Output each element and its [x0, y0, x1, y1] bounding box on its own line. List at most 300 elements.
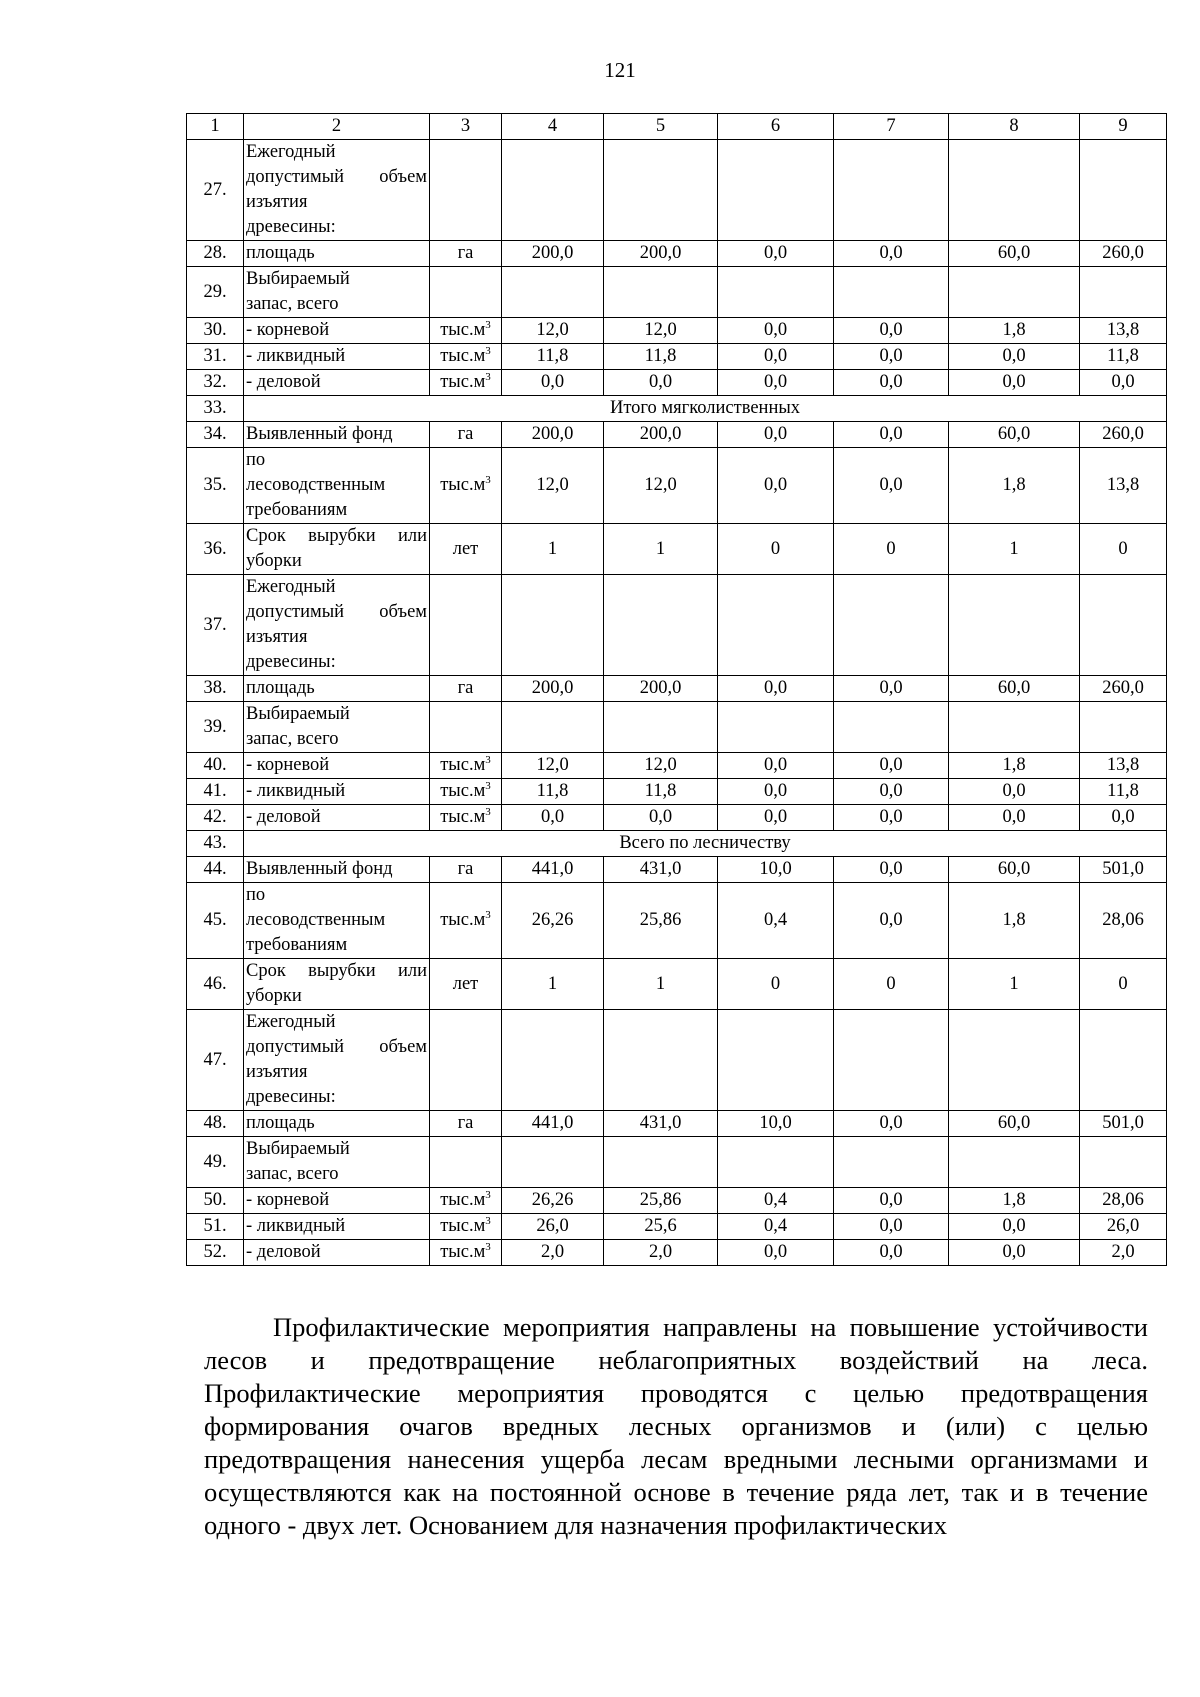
row-label [244, 779, 430, 805]
table-row [187, 959, 1167, 1010]
row-number: 50. [187, 1188, 244, 1214]
unit-cell [430, 575, 502, 676]
value-cell: 0 [834, 959, 949, 1010]
value-cell: 11,8 [1080, 779, 1167, 805]
row-label-line: лесоводственным [246, 910, 386, 930]
value-cell: 0,0 [949, 1214, 1080, 1240]
row-number: 51. [187, 1214, 244, 1240]
value-cell: 200,0 [502, 676, 604, 702]
row-label-line: Выбираемый [246, 1139, 350, 1159]
unit-superscript: 3 [485, 371, 491, 383]
value-cell: 200,0 [604, 241, 718, 267]
value-cell: 1 [604, 959, 718, 1010]
value-cell: 0,0 [834, 753, 949, 779]
row-label-line: Срок вырубки или [246, 961, 427, 981]
row-label [244, 318, 430, 344]
table-row [187, 831, 1167, 857]
value-cell: 11,8 [502, 344, 604, 370]
section-heading: Итого мягколиственных [244, 396, 1167, 422]
row-label [244, 370, 430, 396]
row-label-line: допустимый объем [246, 602, 427, 622]
value-cell: 0,0 [834, 422, 949, 448]
row-label [244, 676, 430, 702]
value-cell: 0,0 [834, 370, 949, 396]
value-cell: 1,8 [949, 448, 1080, 524]
value-cell: 260,0 [1080, 676, 1167, 702]
row-label [244, 1111, 430, 1137]
value-cell: 26,0 [1080, 1214, 1167, 1240]
row-number: 39. [187, 702, 244, 753]
row-label-line: запас, всего [246, 1164, 339, 1184]
value-cell: 0,0 [718, 805, 834, 831]
value-cell [834, 140, 949, 241]
row-number: 28. [187, 241, 244, 267]
table-header-row [187, 114, 1167, 140]
row-label-line: уборки [246, 551, 302, 571]
row-label-line: - деловой [246, 1242, 321, 1262]
section-heading: Всего по лесничеству [244, 831, 1167, 857]
value-cell [1080, 1010, 1167, 1111]
table-row [187, 396, 1167, 422]
value-cell: 260,0 [1080, 241, 1167, 267]
row-number: 40. [187, 753, 244, 779]
row-label-line: древесины: [246, 217, 336, 237]
value-cell: 12,0 [604, 753, 718, 779]
value-cell [604, 1137, 718, 1188]
value-cell: 0,4 [718, 883, 834, 959]
row-label-line: - деловой [246, 807, 321, 827]
table-row [187, 1137, 1167, 1188]
row-label [244, 241, 430, 267]
row-number: 44. [187, 857, 244, 883]
value-cell: 1 [604, 524, 718, 575]
value-cell: 1 [502, 524, 604, 575]
value-cell: 0,0 [718, 318, 834, 344]
row-label [244, 1188, 430, 1214]
unit-text: тыс.м [440, 755, 486, 775]
value-cell: 1,8 [949, 883, 1080, 959]
value-cell: 2,0 [502, 1240, 604, 1266]
unit-cell [430, 1111, 502, 1137]
row-number: 33. [187, 396, 244, 422]
row-label [244, 883, 430, 959]
value-cell: 0,0 [502, 370, 604, 396]
header-cell: 9 [1080, 114, 1167, 140]
unit-text: га [457, 424, 474, 444]
row-label-line: - ликвидный [246, 346, 346, 366]
row-number: 35. [187, 448, 244, 524]
value-cell: 0,0 [718, 448, 834, 524]
table-row [187, 422, 1167, 448]
unit-cell [430, 959, 502, 1010]
value-cell: 0,0 [718, 422, 834, 448]
unit-text: тыс.м [440, 475, 486, 495]
value-cell: 0,0 [834, 344, 949, 370]
table-row [187, 883, 1167, 959]
value-cell [949, 267, 1080, 318]
header-cell: 1 [187, 114, 244, 140]
value-cell: 0,0 [718, 676, 834, 702]
value-cell [834, 575, 949, 676]
value-cell: 0 [834, 524, 949, 575]
header-cell: 2 [244, 114, 430, 140]
unit-superscript: 3 [485, 806, 491, 818]
value-cell: 0 [718, 959, 834, 1010]
row-label [244, 575, 430, 676]
value-cell: 26,26 [502, 883, 604, 959]
unit-cell [430, 702, 502, 753]
row-number: 36. [187, 524, 244, 575]
value-cell [949, 702, 1080, 753]
value-cell: 0,0 [604, 370, 718, 396]
row-label-line: лесоводственным [246, 475, 386, 495]
header-cell: 4 [502, 114, 604, 140]
value-cell: 28,06 [1080, 883, 1167, 959]
row-number: 29. [187, 267, 244, 318]
row-label [244, 959, 430, 1010]
value-cell [718, 140, 834, 241]
unit-text: га [457, 859, 474, 879]
row-label [244, 805, 430, 831]
row-label-line: по [246, 450, 266, 470]
unit-superscript: 3 [485, 780, 491, 792]
value-cell [604, 140, 718, 241]
value-cell: 0,0 [834, 241, 949, 267]
value-cell [834, 267, 949, 318]
value-cell [718, 1010, 834, 1111]
unit-text: тыс.м [440, 1216, 486, 1236]
row-number: 52. [187, 1240, 244, 1266]
value-cell [604, 267, 718, 318]
row-label-line: Выявленный фонд [246, 859, 393, 879]
unit-text: тыс.м [440, 1190, 486, 1210]
value-cell: 11,8 [604, 344, 718, 370]
table-row [187, 1240, 1167, 1266]
value-cell: 0,0 [834, 1240, 949, 1266]
table-row [187, 805, 1167, 831]
value-cell: 25,86 [604, 1188, 718, 1214]
row-number: 42. [187, 805, 244, 831]
value-cell [949, 1010, 1080, 1111]
value-cell: 501,0 [1080, 857, 1167, 883]
row-label-line: - ликвидный [246, 1216, 346, 1236]
unit-cell [430, 883, 502, 959]
value-cell: 0,0 [718, 344, 834, 370]
value-cell [502, 702, 604, 753]
value-cell [502, 140, 604, 241]
value-cell: 0,0 [949, 805, 1080, 831]
unit-cell [430, 1010, 502, 1111]
unit-cell [430, 1214, 502, 1240]
row-label-line: древесины: [246, 1087, 336, 1107]
table-row [187, 318, 1167, 344]
value-cell [718, 1137, 834, 1188]
row-label-line: Срок вырубки или [246, 526, 427, 546]
table-row [187, 779, 1167, 805]
value-cell: 0,0 [834, 805, 949, 831]
value-cell: 0,0 [1080, 805, 1167, 831]
value-cell [834, 1010, 949, 1111]
unit-cell [430, 1188, 502, 1214]
value-cell [502, 1010, 604, 1111]
row-label-line: Выбираемый [246, 269, 350, 289]
row-number: 27. [187, 140, 244, 241]
row-label-line: требованиям [246, 500, 348, 520]
table-row [187, 1214, 1167, 1240]
table-row [187, 267, 1167, 318]
header-cell: 5 [604, 114, 718, 140]
value-cell [502, 267, 604, 318]
table-row [187, 676, 1167, 702]
row-label [244, 1137, 430, 1188]
value-cell [1080, 702, 1167, 753]
row-label [244, 344, 430, 370]
value-cell [502, 1137, 604, 1188]
value-cell: 25,86 [604, 883, 718, 959]
row-label-line: Выбираемый [246, 704, 350, 724]
value-cell: 26,0 [502, 1214, 604, 1240]
value-cell [834, 1137, 949, 1188]
value-cell: 1 [949, 959, 1080, 1010]
value-cell: 0,0 [834, 676, 949, 702]
value-cell: 0,0 [949, 370, 1080, 396]
row-label-line: площадь [246, 1113, 315, 1133]
row-number: 48. [187, 1111, 244, 1137]
header-cell: 7 [834, 114, 949, 140]
value-cell: 60,0 [949, 241, 1080, 267]
unit-cell [430, 753, 502, 779]
value-cell [949, 140, 1080, 241]
unit-superscript: 3 [485, 754, 491, 766]
body-paragraph [204, 1311, 1148, 1542]
row-label [244, 1010, 430, 1111]
unit-superscript: 3 [485, 345, 491, 357]
value-cell [949, 1137, 1080, 1188]
unit-cell [430, 1137, 502, 1188]
row-label [244, 448, 430, 524]
row-label-line: требованиям [246, 935, 348, 955]
unit-cell [430, 676, 502, 702]
value-cell: 431,0 [604, 857, 718, 883]
value-cell: 13,8 [1080, 448, 1167, 524]
value-cell: 1 [502, 959, 604, 1010]
unit-text: лет [452, 973, 479, 994]
header-cell: 6 [718, 114, 834, 140]
table-row [187, 370, 1167, 396]
row-number: 34. [187, 422, 244, 448]
unit-superscript: 3 [485, 1241, 491, 1253]
value-cell: 12,0 [502, 753, 604, 779]
row-label [244, 1214, 430, 1240]
value-cell: 28,06 [1080, 1188, 1167, 1214]
row-label [244, 753, 430, 779]
row-label-line: - корневой [246, 1190, 330, 1210]
unit-cell [430, 805, 502, 831]
paragraph-text: Профилактические мероприятия направлены на повышение устойчивости лесов и предотвращение неблагоприятных воздействий на леса. Профилактические мероприятия проводятся с целью предотвращения формирования очагов вредных лесных организмов и (или) с целью предотвращения нанесения ущерба лесам вредными лесными организмами и осуществляются как на постоянной основе в течение ряда лет, так и в течение одного - двух лет. Основанием для назначения профилактических [204, 1312, 1148, 1540]
unit-cell [430, 140, 502, 241]
unit-text: тыс.м [440, 320, 486, 340]
row-label-line: уборки [246, 986, 302, 1006]
value-cell: 1,8 [949, 318, 1080, 344]
row-label-line: Выявленный фонд [246, 424, 393, 444]
value-cell: 431,0 [604, 1111, 718, 1137]
value-cell: 12,0 [604, 318, 718, 344]
row-number: 49. [187, 1137, 244, 1188]
unit-cell [430, 318, 502, 344]
page-number: 121 [604, 58, 636, 82]
row-label [244, 524, 430, 575]
table-row [187, 448, 1167, 524]
value-cell: 0,0 [949, 779, 1080, 805]
row-number: 47. [187, 1010, 244, 1111]
value-cell: 0 [1080, 524, 1167, 575]
value-cell: 0,0 [834, 1111, 949, 1137]
value-cell [718, 267, 834, 318]
value-cell: 60,0 [949, 422, 1080, 448]
value-cell [1080, 575, 1167, 676]
value-cell: 260,0 [1080, 422, 1167, 448]
value-cell: 200,0 [502, 422, 604, 448]
unit-cell [430, 344, 502, 370]
table-row [187, 702, 1167, 753]
value-cell: 0,0 [834, 779, 949, 805]
table-row [187, 857, 1167, 883]
value-cell [1080, 1137, 1167, 1188]
table-row [187, 524, 1167, 575]
value-cell: 441,0 [502, 857, 604, 883]
row-label-line: Ежегодный [246, 577, 336, 597]
value-cell: 0,4 [718, 1214, 834, 1240]
table-row [187, 1010, 1167, 1111]
row-label [244, 422, 430, 448]
row-number: 41. [187, 779, 244, 805]
row-label-line: изъятия [246, 627, 308, 647]
unit-cell [430, 857, 502, 883]
value-cell: 0,0 [834, 883, 949, 959]
unit-superscript: 3 [485, 474, 491, 486]
unit-superscript: 3 [485, 319, 491, 331]
row-label-line: Ежегодный [246, 142, 336, 162]
unit-text: лет [452, 538, 479, 559]
table-row [187, 344, 1167, 370]
value-cell: 1,8 [949, 1188, 1080, 1214]
value-cell: 0,0 [834, 448, 949, 524]
value-cell: 0,0 [604, 805, 718, 831]
row-label [244, 702, 430, 753]
unit-cell [430, 448, 502, 524]
table-row [187, 575, 1167, 676]
row-label-line: по [246, 885, 266, 905]
value-cell: 10,0 [718, 1111, 834, 1137]
unit-cell [430, 524, 502, 575]
value-cell: 0,0 [834, 1214, 949, 1240]
unit-cell [430, 241, 502, 267]
value-cell: 12,0 [604, 448, 718, 524]
value-cell [949, 575, 1080, 676]
unit-text: га [457, 243, 474, 263]
value-cell [718, 575, 834, 676]
value-cell: 10,0 [718, 857, 834, 883]
row-number: 38. [187, 676, 244, 702]
value-cell: 0,0 [718, 1240, 834, 1266]
row-label-line: изъятия [246, 192, 308, 212]
value-cell: 0,0 [718, 753, 834, 779]
unit-cell [430, 422, 502, 448]
row-label [244, 857, 430, 883]
value-cell: 26,26 [502, 1188, 604, 1214]
value-cell: 501,0 [1080, 1111, 1167, 1137]
value-cell: 1 [949, 524, 1080, 575]
row-number: 32. [187, 370, 244, 396]
unit-superscript: 3 [485, 909, 491, 921]
row-label [244, 267, 430, 318]
value-cell: 0,0 [834, 1188, 949, 1214]
value-cell: 0,0 [834, 318, 949, 344]
unit-cell [430, 267, 502, 318]
value-cell: 2,0 [1080, 1240, 1167, 1266]
value-cell: 200,0 [604, 422, 718, 448]
value-cell [502, 575, 604, 676]
row-label [244, 1240, 430, 1266]
value-cell: 0 [1080, 959, 1167, 1010]
value-cell [1080, 267, 1167, 318]
row-number: 37. [187, 575, 244, 676]
value-cell: 1,8 [949, 753, 1080, 779]
value-cell [834, 702, 949, 753]
header-cell: 3 [430, 114, 502, 140]
table-row [187, 1111, 1167, 1137]
table-row [187, 241, 1167, 267]
value-cell: 12,0 [502, 448, 604, 524]
value-cell: 11,8 [502, 779, 604, 805]
row-label-line: - корневой [246, 320, 330, 340]
unit-text: га [457, 678, 474, 698]
row-label-line: допустимый объем [246, 167, 427, 187]
value-cell: 25,6 [604, 1214, 718, 1240]
value-cell: 0,4 [718, 1188, 834, 1214]
row-label-line: - деловой [246, 372, 321, 392]
header-cell: 8 [949, 114, 1080, 140]
value-cell: 11,8 [604, 779, 718, 805]
unit-text: тыс.м [440, 1242, 486, 1262]
row-label-line: древесины: [246, 652, 336, 672]
data-table [186, 113, 1167, 1266]
unit-text: тыс.м [440, 910, 486, 930]
row-number: 46. [187, 959, 244, 1010]
value-cell: 441,0 [502, 1111, 604, 1137]
value-cell: 0,0 [949, 1240, 1080, 1266]
row-number: 43. [187, 831, 244, 857]
table-row [187, 753, 1167, 779]
unit-text: тыс.м [440, 807, 486, 827]
unit-text: тыс.м [440, 781, 486, 801]
row-label [244, 140, 430, 241]
unit-cell [430, 1240, 502, 1266]
row-label-line: допустимый объем [246, 1037, 427, 1057]
value-cell: 0,0 [718, 241, 834, 267]
value-cell [604, 702, 718, 753]
row-number: 30. [187, 318, 244, 344]
row-number: 45. [187, 883, 244, 959]
table-row [187, 1188, 1167, 1214]
value-cell: 0 [718, 524, 834, 575]
value-cell [604, 575, 718, 676]
value-cell: 60,0 [949, 676, 1080, 702]
value-cell [1080, 140, 1167, 241]
value-cell: 0,0 [949, 344, 1080, 370]
value-cell: 11,8 [1080, 344, 1167, 370]
value-cell: 2,0 [604, 1240, 718, 1266]
